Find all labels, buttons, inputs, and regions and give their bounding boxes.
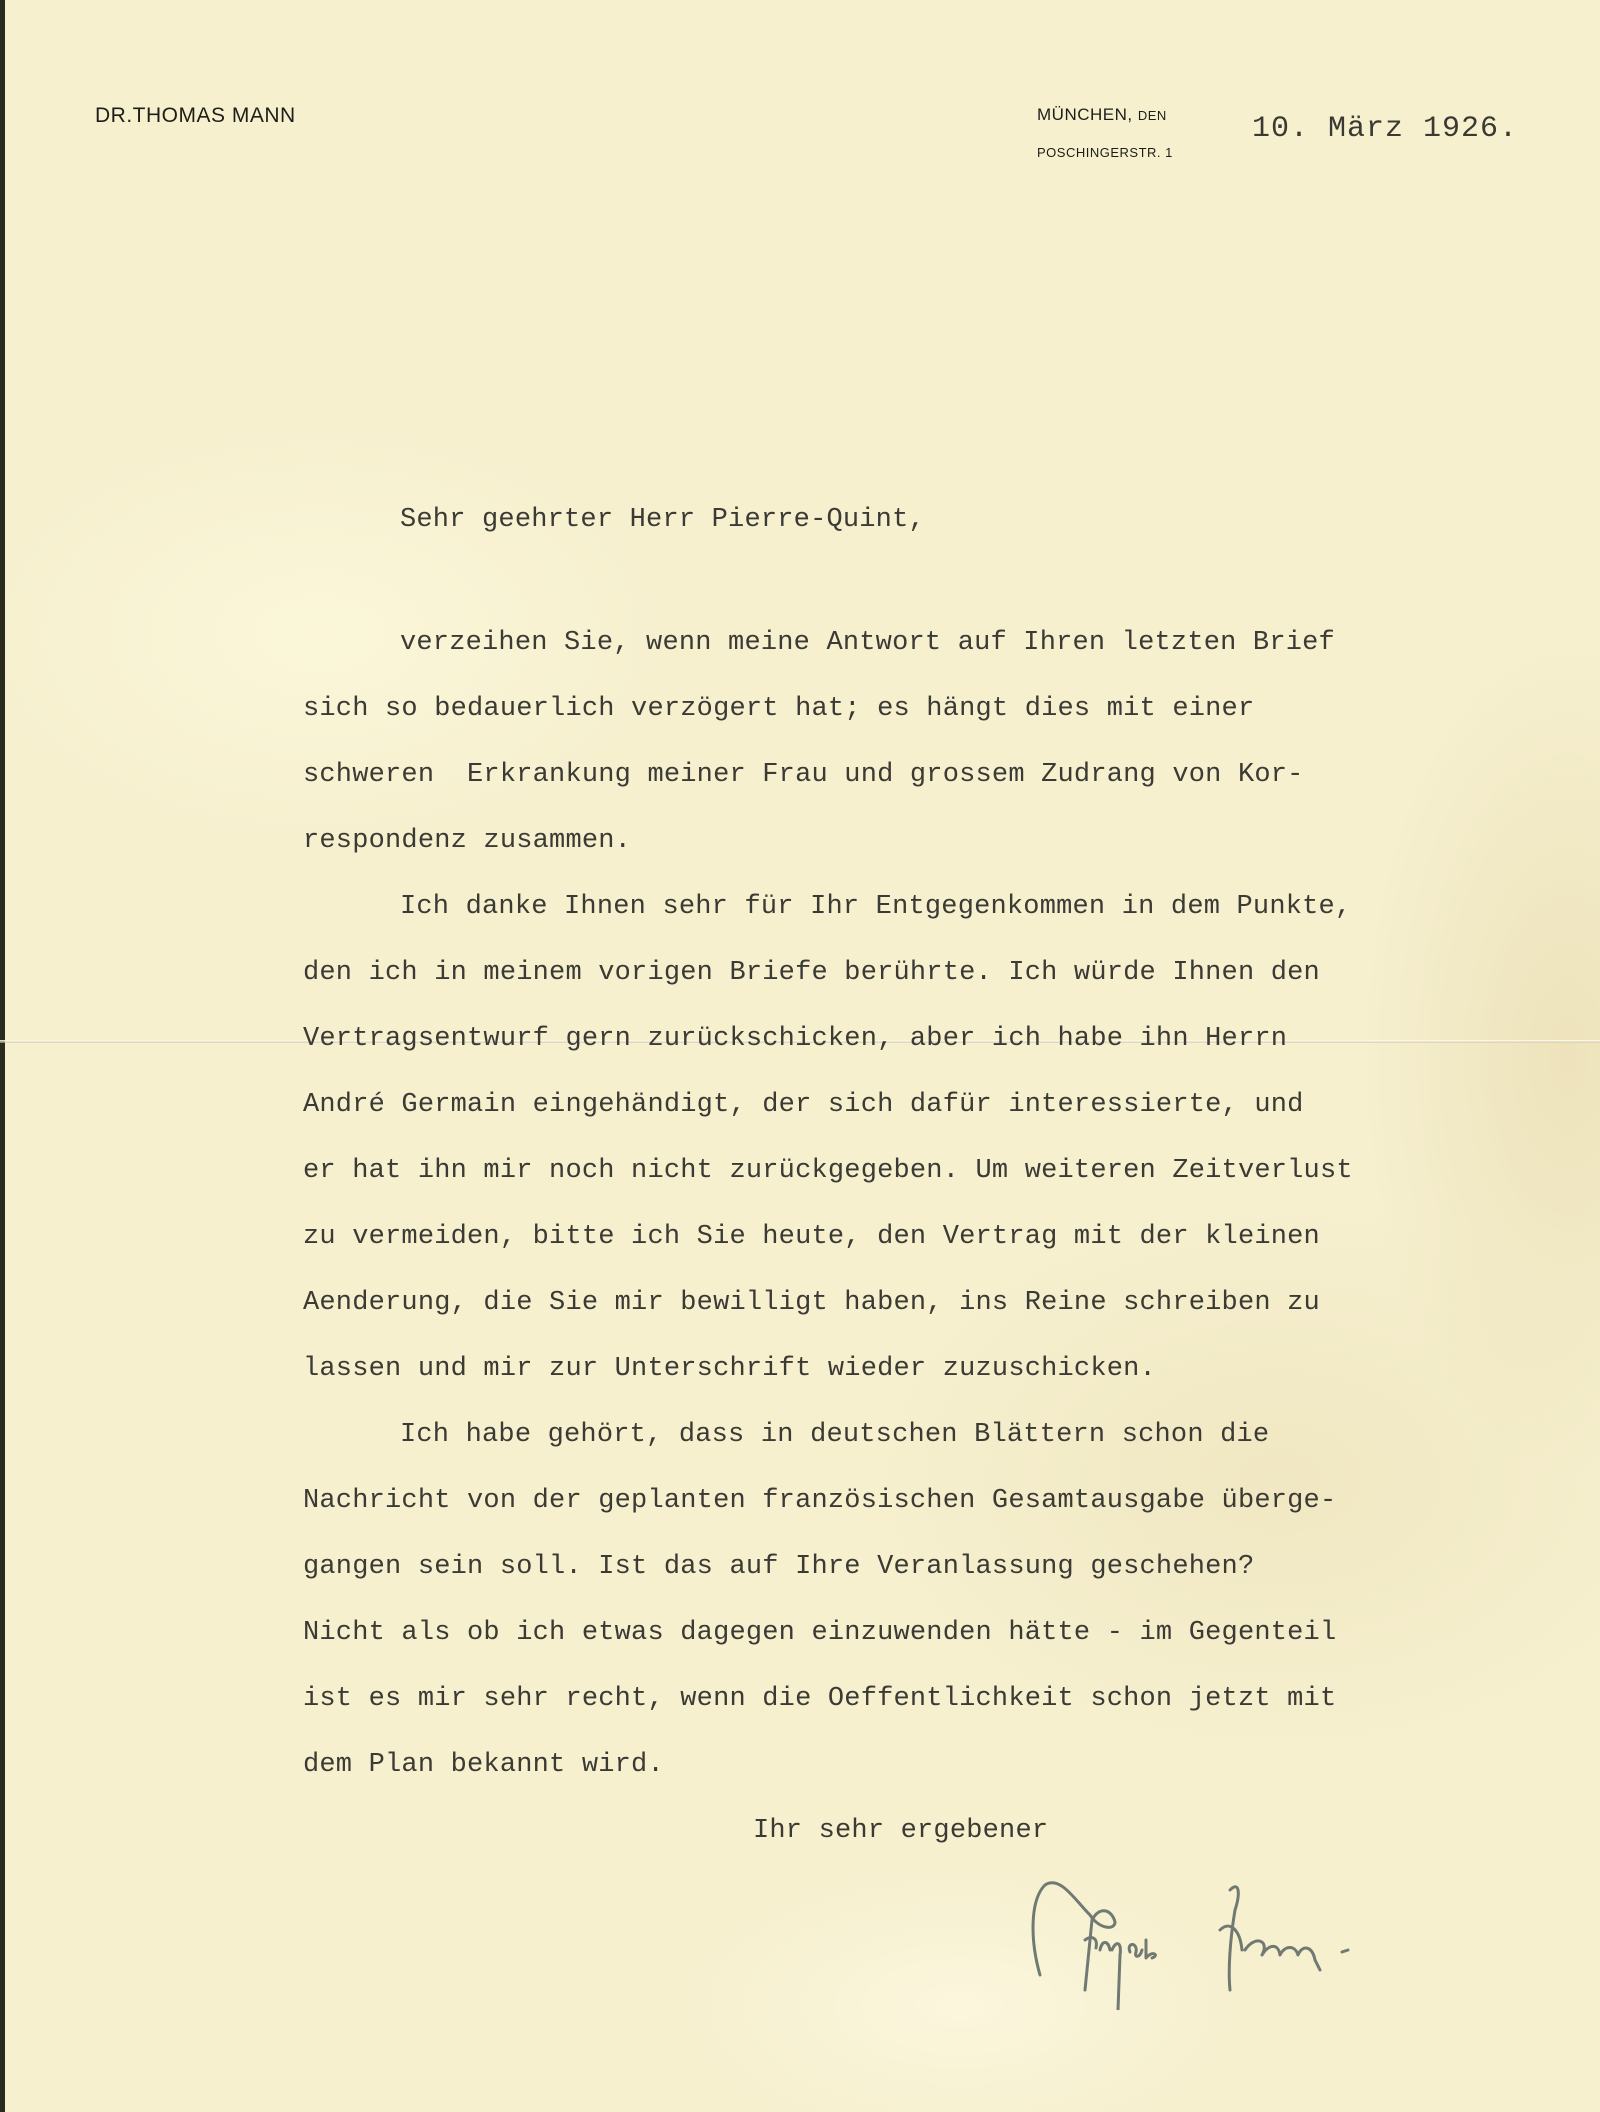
letterhead-name: DR.THOMAS MANN <box>95 104 296 127</box>
body-line: zu vermeiden, bitte ich Sie heute, den Vertrag mit der kleinen <box>303 1222 1320 1252</box>
body-line: respondenz zusammen. <box>303 826 632 856</box>
body-line: Nachricht von der geplanten französischen Gesamtausgabe überge- <box>303 1486 1337 1516</box>
handwritten-signature <box>1030 1860 1530 2010</box>
letter-date: 10. März 1926. <box>1252 112 1519 146</box>
body-line: Nicht als ob ich etwas dagegen einzuwenden hätte - im Gegenteil <box>303 1618 1337 1648</box>
body-line: den ich in meinem vorigen Briefe berührte. Ich würde Ihnen den <box>303 958 1320 988</box>
body-line: lassen und mir zur Unterschrift wieder zuzuschicken. <box>303 1354 1156 1384</box>
body-line: sich so bedauerlich verzögert hat; es hängt dies mit einer <box>303 694 1255 724</box>
body-line: verzeihen Sie, wenn meine Antwort auf Ihren letzten Brief <box>400 628 1335 658</box>
body-line: Vertragsentwurf gern zurückschicken, aber ich habe ihn Herrn <box>303 1024 1288 1054</box>
salutation: Sehr geehrter Herr Pierre-Quint, <box>400 505 925 535</box>
body-line: gangen sein soll. Ist das auf Ihre Veranlassung geschehen? <box>303 1552 1255 1582</box>
body-line: ist es mir sehr recht, wenn die Oeffentlichkeit schon jetzt mit <box>303 1684 1337 1714</box>
letterhead-city: MÜNCHEN, DEN <box>1037 105 1167 124</box>
body-line: André Germain eingehändigt, der sich dafür interessierte, und <box>303 1090 1304 1120</box>
closing: Ihr sehr ergebener <box>753 1816 1049 1846</box>
body-line: Ich habe gehört, dass in deutschen Blättern schon die <box>400 1420 1270 1450</box>
body-line: Aenderung, die Sie mir bewilligt haben, ins Reine schreiben zu <box>303 1288 1320 1318</box>
body-line: Ich danke Ihnen sehr für Ihr Entgegenkommen in dem Punkte, <box>400 892 1352 922</box>
body-line: schweren Erkrankung meiner Frau und grossem Zudrang von Kor- <box>303 760 1304 790</box>
body-line: er hat ihn mir noch nicht zurückgegeben. Um weiteren Zeitverlust <box>303 1156 1353 1186</box>
body-line: dem Plan bekannt wird. <box>303 1750 664 1780</box>
letterhead-street: POSCHINGERSTR. 1 <box>1037 145 1173 160</box>
paper-edge <box>0 0 5 2112</box>
